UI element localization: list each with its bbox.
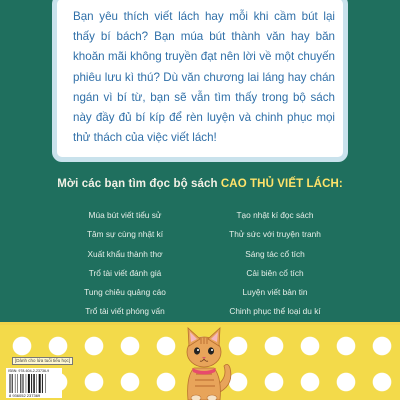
age-badge-text: Dành cho lứa tuổi tiểu học — [16, 358, 69, 363]
series-heading-prefix: Mời các bạn tìm đọc bộ sách — [57, 178, 218, 190]
list-item: Trổ tài viết phóng vấn — [85, 306, 165, 317]
list-item: Luyện viết bản tin — [242, 287, 308, 298]
intro-text: Bạn yêu thích viết lách hay mỗi khi cầm bút lại thấy bí bách? Bạn múa bút thành văn hay băn khoăn mãi không truyền đạt nên lời về một chuyến phiêu lưu kì thú? Dù văn chương lai láng hay chán ngán vì bí từ, bạn sẽ vẫn tìm thấy trong bộ sách này đầy đủ bí kíp để rèn luyện và chinh phục mọi thử thách của việc viết lách! — [73, 10, 335, 145]
barcode-bar — [28, 374, 30, 393]
book-list-left — [60, 206, 190, 322]
intro-card — [52, 0, 348, 162]
barcode-bar — [23, 374, 24, 393]
list-item: Tạo nhật kí đọc sách — [236, 210, 314, 220]
barcode — [9, 374, 59, 393]
list-item: Trổ tài viết đánh giá — [88, 267, 162, 278]
barcode-bar — [12, 374, 13, 393]
ean-number: 8 936052 237369 — [9, 393, 41, 398]
list-item: Tung chiêu quảng cáo — [84, 287, 166, 298]
barcode-bar — [42, 374, 43, 393]
series-title: CAO THỦ VIẾT LÁCH: — [220, 178, 343, 190]
list-item: Cải biên cổ tích — [246, 267, 304, 278]
barcode-bar — [31, 374, 32, 393]
barcode-bar — [37, 374, 38, 393]
list-item: Sáng tác cổ tích — [245, 248, 305, 259]
age-badge: [Dành cho lứa tuổi tiểu học] — [12, 357, 73, 365]
cat-illustration — [168, 322, 238, 400]
barcode-bar — [20, 374, 21, 393]
list-item: Múa bút viết tiểu sử — [88, 210, 162, 220]
series-heading — [0, 178, 400, 190]
barcode-bar — [15, 374, 16, 393]
barcode-area — [6, 368, 62, 398]
barcode-bar — [33, 374, 35, 393]
isbn-text: ISBN: 978-604-2-23736-9 — [8, 369, 50, 373]
list-item: Thử sức với truyện tranh — [229, 229, 321, 240]
barcode-bar — [45, 374, 46, 393]
list-item: Chinh phục thể loại du kí — [229, 306, 321, 317]
book-list-right — [210, 206, 340, 322]
list-item: Tâm sự cùng nhật kí — [86, 229, 164, 240]
barcode-bar — [10, 374, 11, 393]
list-item: Xuất khẩu thành thơ — [87, 248, 163, 259]
barcode-bar — [17, 374, 18, 393]
barcode-bar — [26, 374, 27, 393]
barcode-bar — [39, 374, 41, 393]
